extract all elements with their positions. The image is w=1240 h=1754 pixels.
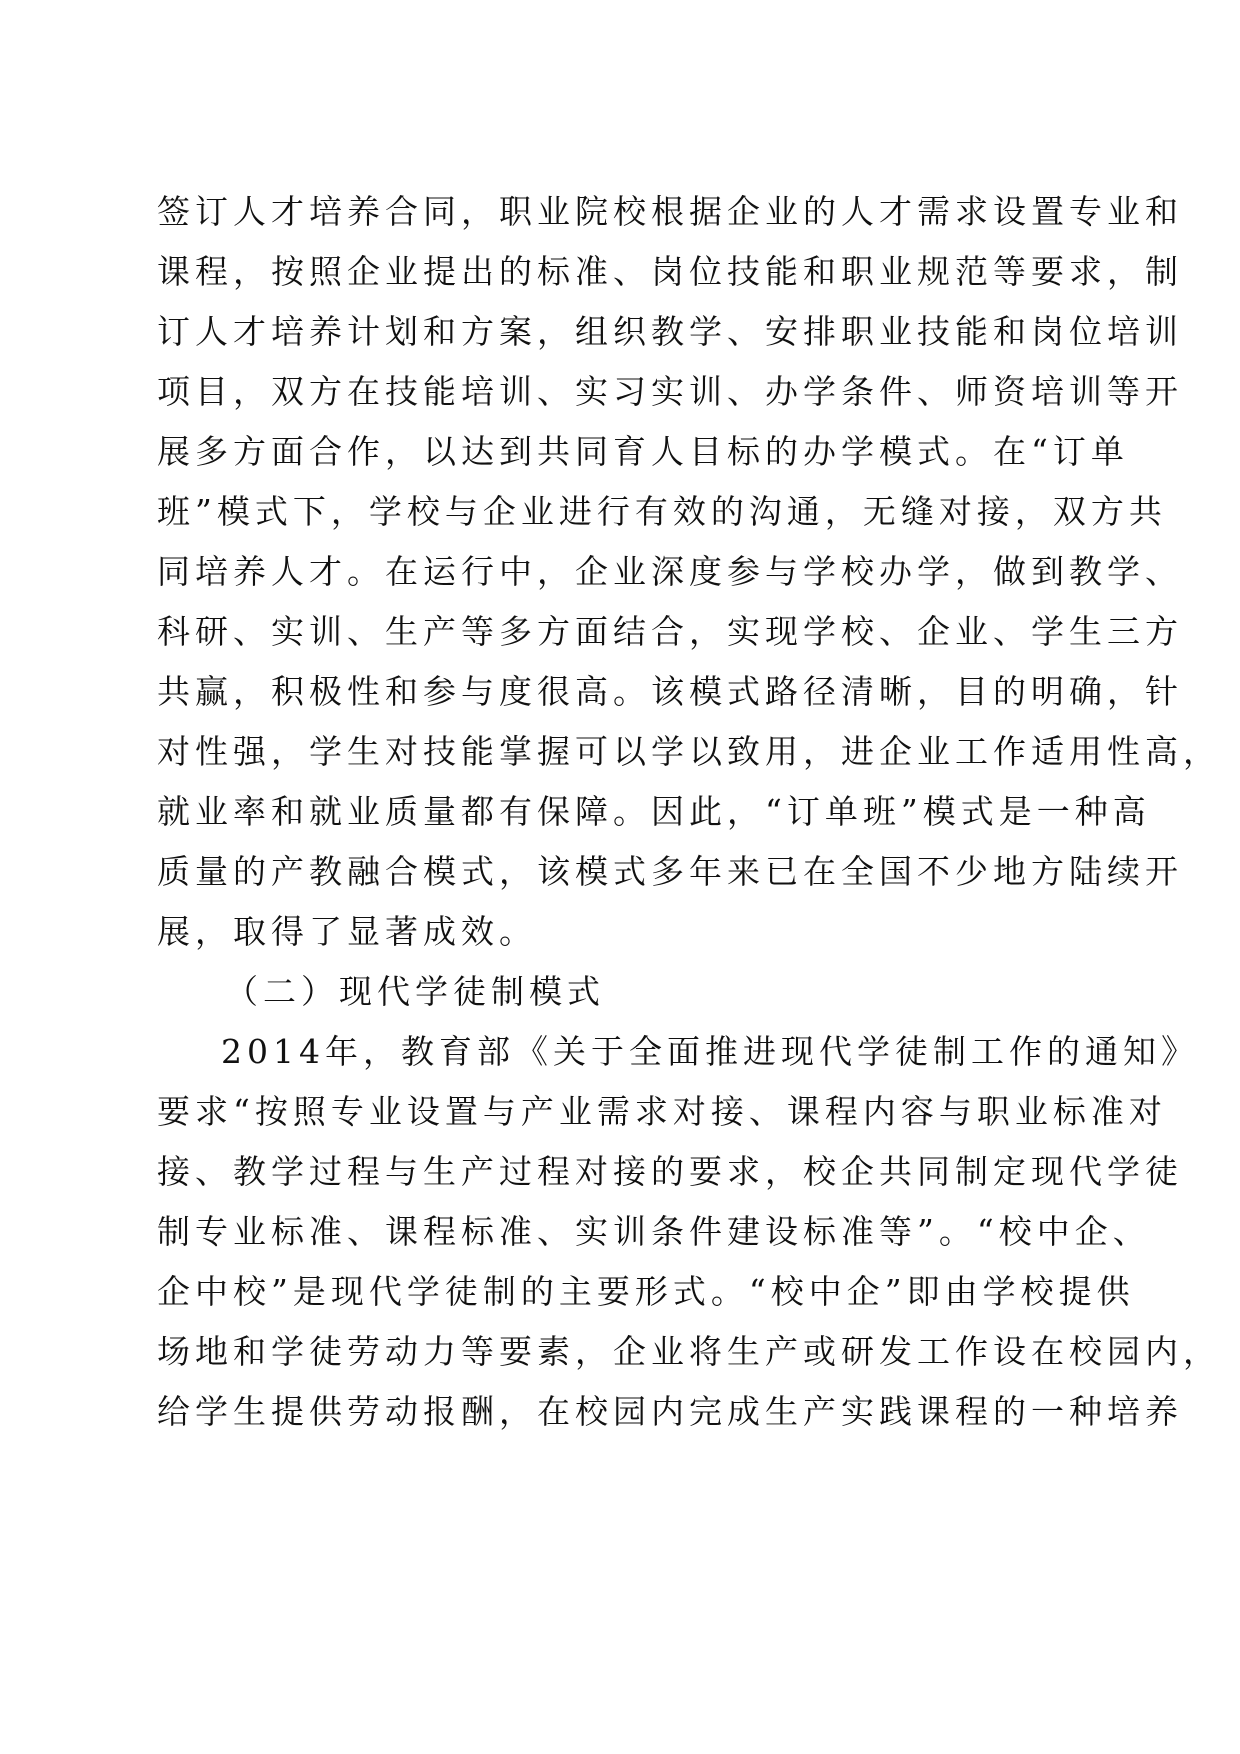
body-text-line: 班”模式下，学校与企业进行有效的沟通，无缝对接，双方共 — [157, 492, 1167, 531]
body-text-line: 给学生提供劳动报酬，在校园内完成生产实践课程的一种培养 — [157, 1392, 1183, 1431]
body-text-line: 要求“按照专业设置与产业需求对接、课程内容与职业标准对 — [157, 1092, 1167, 1131]
body-text-line: 对性强，学生对技能掌握可以学以致用，进企业工作适用性高， — [157, 732, 1221, 771]
body-text-line: 签订人才培养合同，职业院校根据企业的人才需求设置专业和 — [157, 192, 1183, 231]
body-text-line: 企中校”是现代学徒制的主要形式。“校中企”即由学校提供 — [157, 1272, 1135, 1311]
section-heading: （二）现代学徒制模式 — [225, 972, 605, 1011]
body-text-line: 制专业标准、课程标准、实训条件建设标准等”。“校中企、 — [157, 1212, 1151, 1251]
body-text-line: 订人才培养计划和方案，组织教学、安排职业技能和岗位培训 — [157, 312, 1183, 351]
body-text-line: 接、教学过程与生产过程对接的要求，校企共同制定现代学徒 — [157, 1152, 1183, 1191]
body-text-line: 2014年，教育部《关于全面推进现代学徒制工作的通知》 — [221, 1032, 1199, 1071]
body-text-line: 科研、实训、生产等多方面结合，实现学校、企业、学生三方 — [157, 612, 1183, 651]
body-text-line: 质量的产教融合模式，该模式多年来已在全国不少地方陆续开 — [157, 852, 1183, 891]
body-text-line: 课程，按照企业提出的标准、岗位技能和职业规范等要求，制 — [157, 252, 1183, 291]
body-text-line: 展多方面合作，以达到共同育人目标的办学模式。在“订单 — [157, 432, 1129, 471]
body-text-line: 场地和学徒劳动力等要素，企业将生产或研发工作设在校园内， — [157, 1332, 1221, 1371]
body-text-line: 展，取得了显著成效。 — [157, 912, 537, 951]
body-text-line: 共赢，积极性和参与度很高。该模式路径清晰，目的明确，针 — [157, 672, 1183, 711]
body-text-line: 就业率和就业质量都有保障。因此，“订单班”模式是一种高 — [157, 792, 1151, 831]
body-text-line: 同培养人才。在运行中，企业深度参与学校办学，做到教学、 — [157, 552, 1183, 591]
body-text-line: 项目，双方在技能培训、实习实训、办学条件、师资培训等开 — [157, 372, 1183, 411]
